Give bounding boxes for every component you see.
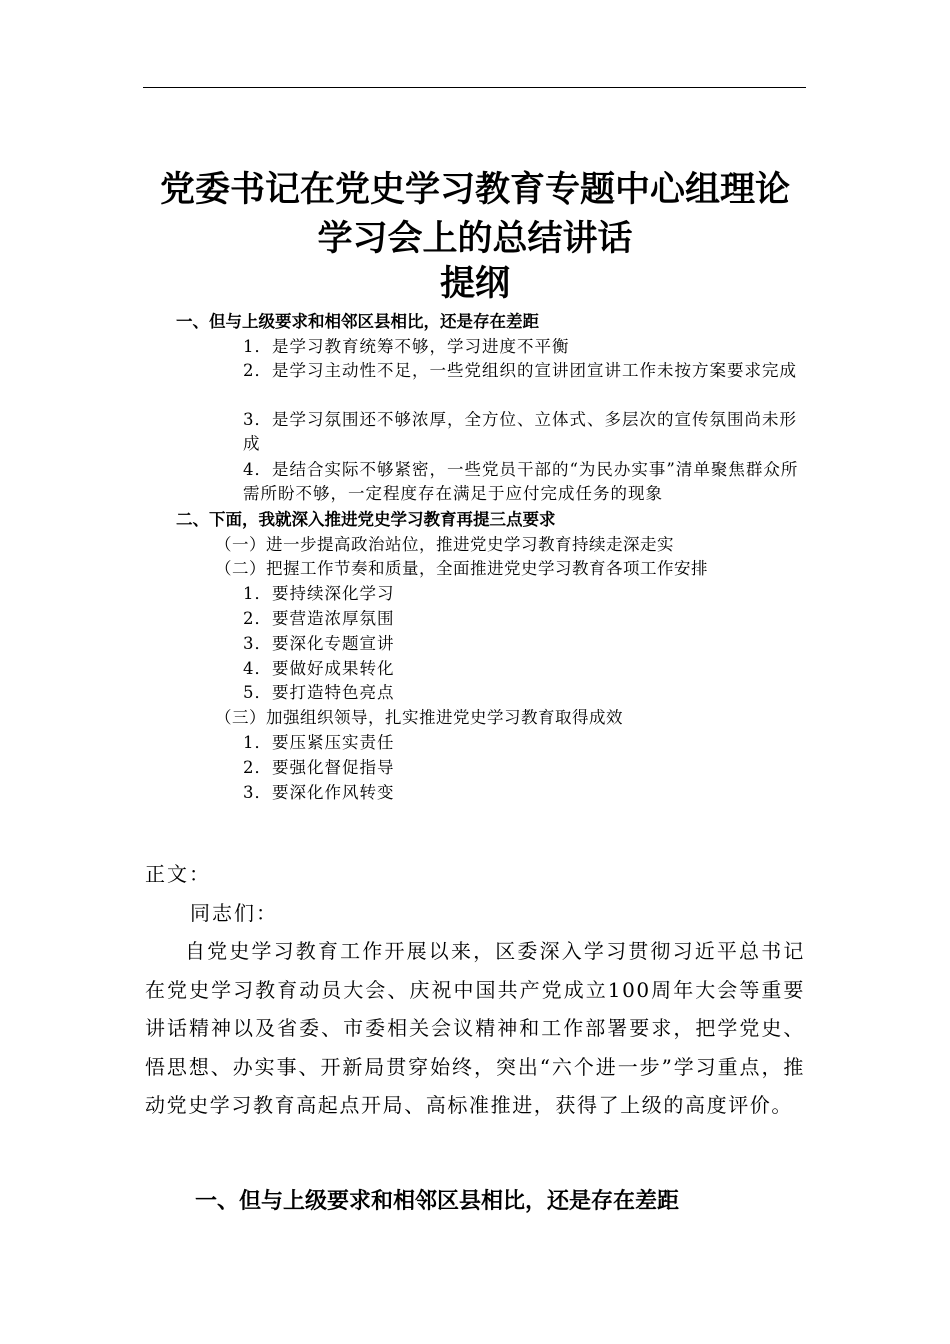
outline-section-2-heading: 二、下面，我就深入推进党史学习教育再提三点要求: [176, 510, 556, 529]
document-title-line-1: 党委书记在党史学习教育专题中心组理论: [159, 170, 790, 210]
outline-item: 2．要强化督促指导: [243, 758, 395, 777]
salutation: 同志们：: [190, 901, 278, 925]
document-title-line-3: 提纲: [439, 264, 510, 304]
outline-item: 2．是学习主动性不足，一些党组织的宣讲团宣讲工作未按方案要求完成: [243, 361, 797, 380]
outline-item: 1．要持续深化学习: [243, 584, 395, 603]
outline-subsection: （三）加强组织领导，扎实推进党史学习教育取得成效: [215, 708, 623, 727]
outline-item: 3．要深化专题宣讲: [243, 634, 395, 653]
outline-item: 1．是学习教育统筹不够，学习进度不平衡: [243, 337, 570, 356]
outline-item: 1．要压紧压实责任: [243, 733, 395, 752]
outline-item: 3．要深化作风转变: [243, 783, 395, 802]
body-label: 正文：: [145, 862, 211, 886]
outline-subsection: （一）进一步提高政治站位，推进党史学习教育持续走深走实: [215, 535, 674, 554]
section-heading: 一、但与上级要求和相邻区县相比，还是存在差距: [195, 1189, 680, 1214]
body-paragraph: 自党史学习教育工作开展以来，区委深入学习贯彻习近平总书记在党史学习教育动员大会、庆祝中国共产党成立100周年大会等重要讲话精神以及省委、市委相关会议精神和工作部署要求，把学党史、悟思想、办实事、开新局贯穿始终，突出“六个进一步”学习重点，推动党史学习教育高起点开局、高标准推进，获得了上级的高度评价。: [145, 939, 805, 1117]
outline-item: 5．要打造特色亮点: [243, 683, 395, 702]
outline-item: 3．是学习氛围还不够浓厚，全方位、立体式、多层次的宣传氛围尚未形成: [243, 410, 797, 453]
outline-subsection: （二）把握工作节奏和质量，全面推进党史学习教育各项工作安排: [215, 559, 708, 578]
document-title-line-2: 学习会上的总结讲话: [317, 219, 633, 259]
outline-section-1-heading: 一、但与上级要求和相邻区县相比，还是存在差距: [176, 312, 539, 331]
outline-item: 4．是结合实际不够紧密，一些党员干部的“为民办实事”清单聚焦群众所需所盼不够，一定程度存在满足于应付完成任务的现象: [243, 460, 799, 503]
outline-item: 4．要做好成果转化: [243, 659, 395, 678]
outline-item: 2．要营造浓厚氛围: [243, 609, 395, 628]
header-rule: [143, 87, 806, 88]
